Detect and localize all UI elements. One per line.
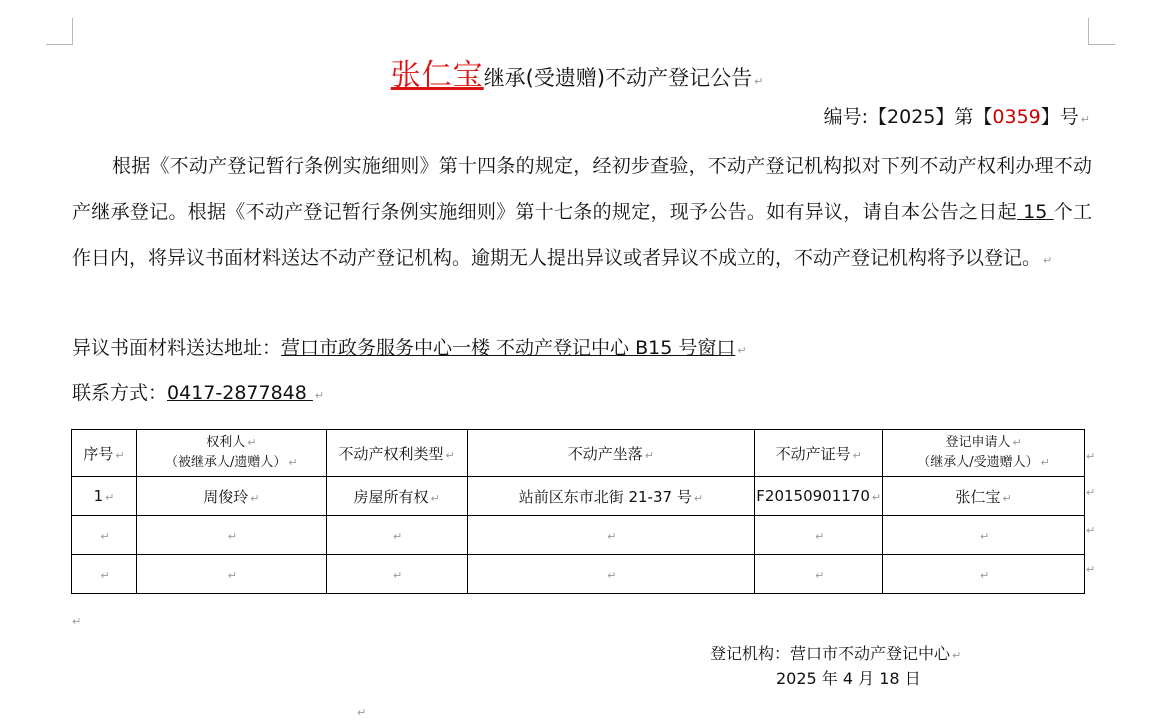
cell-location: 站前区东市北街 21-37 号 ↵ (467, 477, 755, 516)
table-row-empty: ↵ ↵ ↵ ↵ ↵ ↵ (72, 555, 1085, 594)
contact-phone: 0417-2877848 (167, 382, 313, 404)
cell-right-type: 房屋所有权 ↵ (326, 477, 467, 516)
row-end-mark-icon: ↵ (1086, 524, 1096, 537)
paragraph-mark-icon: ↵ (1043, 254, 1053, 267)
table-row (72, 477, 1085, 516)
objection-days: 15 (1016, 201, 1054, 223)
paragraph-mark-icon: ↵ (737, 344, 747, 357)
header-cert-no: 不动产证号 ↵ (755, 430, 883, 477)
signature-org: 登记机构：营口市不动产登记中心 ↵ (710, 644, 962, 663)
page-title (0, 50, 1154, 94)
property-table (71, 429, 1085, 594)
header-seq: 序号 ↵ (72, 430, 137, 477)
body-part2: 个工作日内，将异议书面材料送达不动产登记机构。逾期无人提出异议或者异议不成立的，不动产登记机构将予以登记。 (72, 201, 1092, 269)
address-label: 异议书面材料送达地址： (72, 337, 282, 359)
paragraph-mark-icon: ↵ (754, 75, 764, 88)
crop-mark-top-left (46, 18, 73, 45)
paragraph-mark-icon: ↵ (314, 389, 325, 402)
row-end-mark-icon: ↵ (1086, 486, 1096, 499)
cell-cert-no: F20150901170 ↵ (755, 477, 883, 516)
cell-holder: 周俊玲 ↵ (136, 477, 326, 516)
row-end-mark-icon: ↵ (1086, 450, 1096, 463)
row-end-mark-icon: ↵ (1086, 563, 1096, 576)
contact-label: 联系方式： (72, 382, 168, 404)
notice-body (72, 143, 1092, 284)
table-row-empty: ↵ ↵ ↵ ↵ ↵ ↵ (72, 516, 1085, 555)
paragraph-mark-icon: ↵ (357, 706, 367, 719)
table-header-row (72, 430, 1085, 477)
signature-date: 2025 年 4 月 18 日 (776, 669, 921, 688)
contact-line (72, 378, 324, 405)
cell-applicant: 张仁宝 ↵ (883, 477, 1085, 516)
paragraph-mark-icon: ↵ (1080, 113, 1090, 126)
header-right-type: 不动产权利类型 ↵ (326, 430, 467, 477)
doc-serial: 0359 (992, 106, 1041, 128)
title-name: 张仁宝 (390, 58, 484, 93)
paragraph-mark-icon: ↵ (72, 615, 82, 628)
header-holder: 权利人 ↵ （被继承人/遗赠人） ↵ (136, 430, 326, 477)
header-location: 不动产坐落 ↵ (467, 430, 755, 477)
crop-mark-top-right (1088, 18, 1115, 45)
header-applicant: 登记申请人 ↵ （继承人/受遗赠人） ↵ (883, 430, 1085, 477)
body-part1: 根据《不动产登记暂行条例实施细则》第十四条的规定，经初步查验，不动产登记机构拟对下列不动产权利办理不动产继承登记。根据《不动产登记暂行条例实施细则》第十七条的规定，现予公告。如有异议，请自本公告之日起 (72, 155, 1092, 223)
address-line (72, 333, 747, 360)
title-rest: 继承(受遗赠)不动产登记公告 (483, 66, 753, 90)
document-number: 编号:【2025】第【0359】号 ↵ (823, 106, 1090, 128)
address-value: 营口市政务服务中心一楼 不动产登记中心 B15 号窗口 (281, 337, 736, 359)
doc-year: 2025 (887, 106, 936, 128)
cell-seq: 1 ↵ (72, 477, 137, 516)
